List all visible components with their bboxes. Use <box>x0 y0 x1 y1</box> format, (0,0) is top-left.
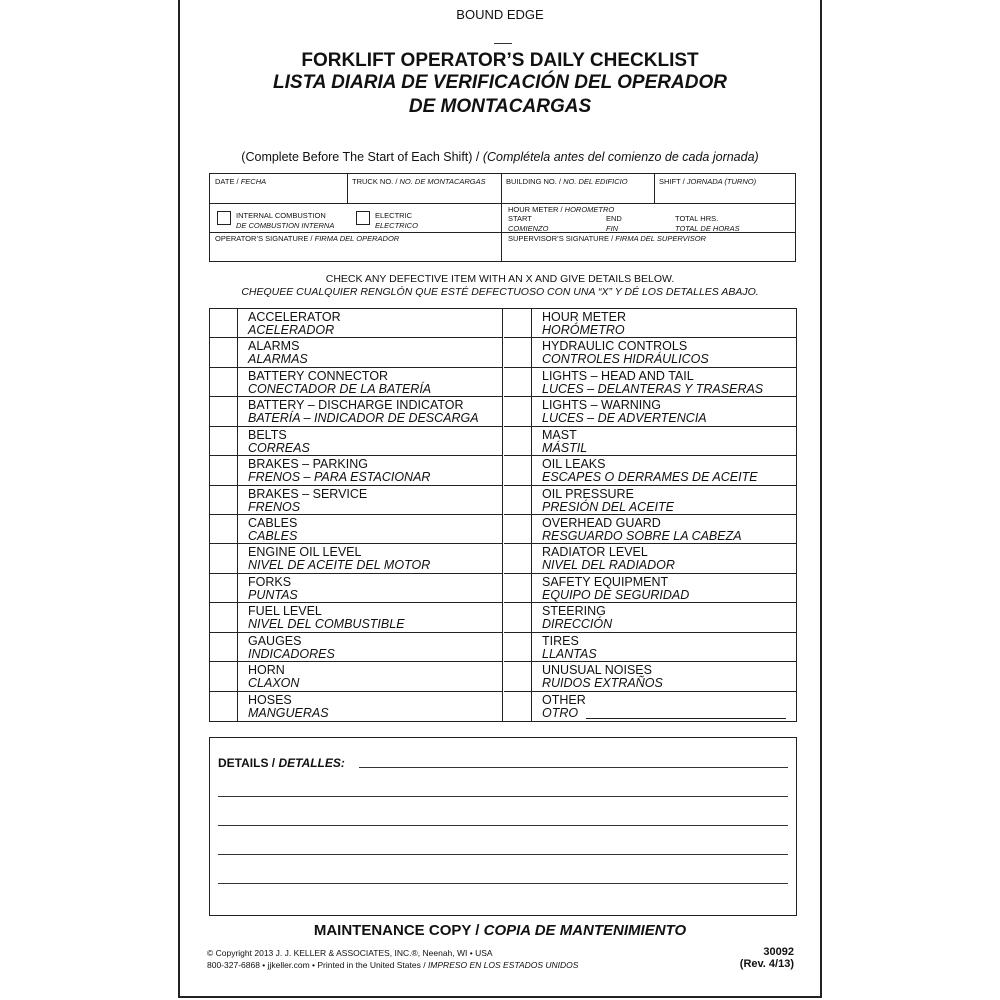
bound-edge-label: BOUND EDGE <box>456 7 544 22</box>
copyright-text: © Copyright 2013 J. J. KELLER & ASSOCIATES, INC.®, Neenah, WI • USA <box>207 948 493 958</box>
checklist-row <box>210 692 502 721</box>
checklist-row <box>504 515 796 544</box>
checklist-grid <box>209 308 797 722</box>
defect-checkbox[interactable] <box>210 633 238 661</box>
defect-checkbox[interactable] <box>210 338 238 366</box>
defect-checkbox[interactable] <box>504 692 532 721</box>
checklist-row <box>210 633 502 662</box>
item-label-english: HORN <box>248 663 285 678</box>
maintenance-copy-label: MAINTENANCE COPY / COPIA DE MANTENIMIENTO <box>313 922 687 939</box>
item-label-english: FORKS <box>248 574 292 589</box>
checklist-row <box>504 692 796 721</box>
checklist-row <box>504 338 796 367</box>
item-label-spanish: CONECTADOR DE LA BATERÍA <box>248 381 432 396</box>
item-label-spanish: CABLES <box>248 529 298 543</box>
details-section <box>209 737 797 916</box>
checklist-row <box>210 397 502 426</box>
defect-checkbox[interactable] <box>210 368 238 396</box>
checklist-row <box>504 544 796 573</box>
item-label-spanish: NIVEL DE ACEITE DEL MOTOR <box>248 558 431 573</box>
item-label-english: FUEL LEVEL <box>248 604 322 619</box>
checklist-row <box>504 574 796 603</box>
item-label-english: UNUSUAL NOISES <box>542 663 652 678</box>
item-label-english: RADIATOR LEVEL <box>542 545 648 560</box>
item-label-spanish: CLAXON <box>248 676 300 691</box>
item-label-english: ALARMS <box>248 339 300 354</box>
defect-checkbox[interactable] <box>504 309 532 337</box>
defect-checkbox[interactable] <box>504 515 532 543</box>
item-label-spanish: PRESIÓN DEL ACEITE <box>542 499 674 514</box>
item-label-spanish: FRENOS – PARA ESTACIONAR <box>248 470 431 485</box>
defect-checkbox[interactable] <box>504 662 532 690</box>
item-label-english: CABLES <box>248 516 298 530</box>
item-label-spanish: LLANTAS <box>542 646 597 661</box>
subtitle: (Complete Before The Start of Each Shift) / (Complételа antes del comienzo de cada jornada) <box>241 150 759 164</box>
checklist-row <box>504 486 796 515</box>
defect-checkbox[interactable] <box>210 662 238 690</box>
hour-meter-end[interactable]: END FIN <box>606 214 622 233</box>
checklist-row <box>504 662 796 691</box>
item-label-english: STEERING <box>542 604 606 619</box>
item-label-spanish: CORREAS <box>248 440 310 455</box>
defect-checkbox[interactable] <box>210 515 238 543</box>
item-label-english: BATTERY CONNECTOR <box>248 368 389 383</box>
defect-checkbox[interactable] <box>504 603 532 631</box>
defect-checkbox[interactable] <box>504 427 532 455</box>
checklist-row <box>210 368 502 397</box>
details-label: DETAILS / DETALLES: <box>218 756 345 770</box>
item-label-english: ACCELERATOR <box>248 310 341 324</box>
checklist-right-column <box>504 309 796 721</box>
defect-checkbox[interactable] <box>210 574 238 602</box>
checklist-row <box>210 486 502 515</box>
checklist-row <box>210 544 502 573</box>
checklist-row <box>210 338 502 367</box>
item-label-spanish: ACELERADOR <box>248 323 335 337</box>
checklist-row <box>504 368 796 397</box>
bound-edge-mark <box>494 43 512 44</box>
details-line[interactable] <box>218 796 788 797</box>
instructions-english: CHECK ANY DEFECTIVE ITEM WITH AN X AND GIVE DETAILS BELOW. <box>325 273 675 285</box>
details-line[interactable] <box>359 767 788 768</box>
hour-meter-start[interactable]: START COMIENZO <box>508 214 549 233</box>
defect-checkbox[interactable] <box>210 427 238 455</box>
defect-checkbox[interactable] <box>210 486 238 514</box>
date-field[interactable]: DATE / FECHA <box>215 177 267 186</box>
item-label-spanish: NIVEL DEL RADIADOR <box>542 558 675 573</box>
checklist-row <box>210 603 502 632</box>
item-label-english: OVERHEAD GUARD <box>542 516 661 530</box>
item-label-spanish: CONTROLES HIDRÁULICOS <box>542 352 709 367</box>
item-label-english: MAST <box>542 427 577 442</box>
item-label-english: OIL LEAKS <box>542 457 606 472</box>
electric-checkbox[interactable] <box>356 211 370 225</box>
hour-meter-label: HOUR METER / HOROMETRO <box>508 205 615 214</box>
item-label-english: BRAKES – PARKING <box>248 457 368 472</box>
item-label-spanish: MANGUERAS <box>248 705 329 720</box>
checklist-left-column <box>210 309 502 721</box>
item-label-spanish: RESGUARDO SOBRE LA CABEZA <box>542 529 742 543</box>
item-label-english: LIGHTS – WARNING <box>542 398 661 413</box>
form-number: 30092 (Rev. 4/13) <box>739 946 794 970</box>
details-line[interactable] <box>218 854 788 855</box>
checklist-row <box>504 456 796 485</box>
checklist-row <box>210 309 502 338</box>
defect-checkbox[interactable] <box>504 574 532 602</box>
operator-signature-field[interactable]: OPERATOR’S SIGNATURE / FIRMA DEL OPERADOR <box>215 234 400 243</box>
item-label-english: SAFETY EQUIPMENT <box>542 574 669 589</box>
checklist-form <box>178 0 822 998</box>
item-label-spanish: NIVEL DEL COMBUSTIBLE <box>248 617 405 632</box>
checklist-row <box>210 662 502 691</box>
item-label-english: BATTERY – DISCHARGE INDICATOR <box>248 398 464 413</box>
defect-checkbox[interactable] <box>210 692 238 721</box>
title-spanish-line1: LISTA DIARIA DE VERIFICACIÓN DEL OPERADOR <box>273 72 727 93</box>
item-label-english: OIL PRESSURE <box>542 486 634 501</box>
item-label-spanish: HORÓMETRO <box>542 323 625 337</box>
item-label-spanish: LUCES – DE ADVERTENCIA <box>542 411 707 426</box>
item-label-spanish: LUCES – DELANTERAS Y TRASERAS <box>542 381 764 396</box>
item-label-spanish: ALARMAS <box>248 352 308 367</box>
defect-checkbox[interactable] <box>210 309 238 337</box>
item-label-spanish: PUNTAS <box>248 587 298 602</box>
truck-field[interactable]: TRUCK NO. / NO. DE MONTACARGAS <box>352 177 486 186</box>
item-label-spanish: MÁSTIL <box>542 440 588 455</box>
item-label-spanish: INDICADORES <box>248 646 335 661</box>
item-label-english: HYDRAULIC CONTROLS <box>542 339 688 354</box>
supervisor-signature-field[interactable]: SUPERVISOR’S SIGNATURE / FIRMA DEL SUPERVISOR <box>508 234 706 243</box>
checklist-row <box>504 603 796 632</box>
item-label-spanish: ESCAPES O DERRAMES DE ACEITE <box>542 470 758 485</box>
item-label-spanish: BATERÍA – INDICADOR DE DESCARGA <box>248 411 479 426</box>
building-field[interactable]: BUILDING NO. / NO. DEL EDIFICIO <box>506 177 628 186</box>
checklist-row <box>210 456 502 485</box>
item-label-spanish: OTRO <box>542 705 579 720</box>
defect-checkbox[interactable] <box>504 633 532 661</box>
defect-checkbox[interactable] <box>210 397 238 425</box>
item-label-english: BRAKES – SERVICE <box>248 486 368 501</box>
item-label-english: GAUGES <box>248 633 302 648</box>
item-label-english: ENGINE OIL LEVEL <box>248 545 362 560</box>
checklist-row <box>504 397 796 426</box>
shift-field[interactable]: SHIFT / JORNADA (TURNO) <box>659 177 757 186</box>
item-label-spanish: RUIDOS EXTRAÑOS <box>542 676 663 691</box>
details-line[interactable] <box>218 883 788 884</box>
electric-label: ELECTRIC ELECTRICO <box>375 211 418 230</box>
other-fill-line[interactable] <box>586 718 786 719</box>
title-spanish-line2: DE MONTACARGAS <box>408 96 592 117</box>
contact-text: 800-327-6868 • jjkeller.com • Printed in the United States / IMPRESO EN LOS ESTADOS UNIDOS <box>207 960 579 970</box>
defect-checkbox[interactable] <box>504 397 532 425</box>
defect-checkbox[interactable] <box>210 544 238 572</box>
item-label-english: HOSES <box>248 692 292 707</box>
item-label-spanish: DIRECCIÓN <box>542 617 613 632</box>
checklist-row <box>504 633 796 662</box>
item-label-spanish: FRENOS <box>248 499 301 514</box>
item-label-english: TIRES <box>542 633 579 648</box>
checklist-row <box>504 427 796 456</box>
item-label-spanish: EQUIPO DE SEGURIDAD <box>542 587 690 602</box>
checklist-row <box>210 574 502 603</box>
defect-checkbox[interactable] <box>210 603 238 631</box>
defect-checkbox[interactable] <box>504 544 532 572</box>
title-english: FORKLIFT OPERATOR’S DAILY CHECKLIST <box>301 50 699 71</box>
defect-checkbox[interactable] <box>504 486 532 514</box>
internal-combustion-checkbox[interactable] <box>217 211 231 225</box>
item-label-english: LIGHTS – HEAD AND TAIL <box>542 368 694 383</box>
internal-combustion-label: INTERNAL COMBUSTION DE COMBUSTION INTERNA <box>236 211 335 230</box>
details-line[interactable] <box>218 825 788 826</box>
checklist-row <box>210 515 502 544</box>
defect-checkbox[interactable] <box>210 456 238 484</box>
checklist-row <box>504 309 796 338</box>
hour-meter-total[interactable]: TOTAL HRS. TOTAL DE HORAS <box>675 214 740 233</box>
defect-checkbox[interactable] <box>504 368 532 396</box>
instructions-spanish: CHEQUEE CUALQUIER RENGLÓN QUE ESTÉ DEFECTUOSO CON UNA “X” Y DÉ LOS DETALLES ABAJO. <box>241 286 759 298</box>
defect-checkbox[interactable] <box>504 456 532 484</box>
item-label-english: HOUR METER <box>542 310 627 324</box>
item-label-english: BELTS <box>248 427 287 442</box>
item-label-english: OTHER <box>542 692 586 707</box>
checklist-row <box>210 427 502 456</box>
defect-checkbox[interactable] <box>504 338 532 366</box>
header-fields <box>209 173 796 262</box>
